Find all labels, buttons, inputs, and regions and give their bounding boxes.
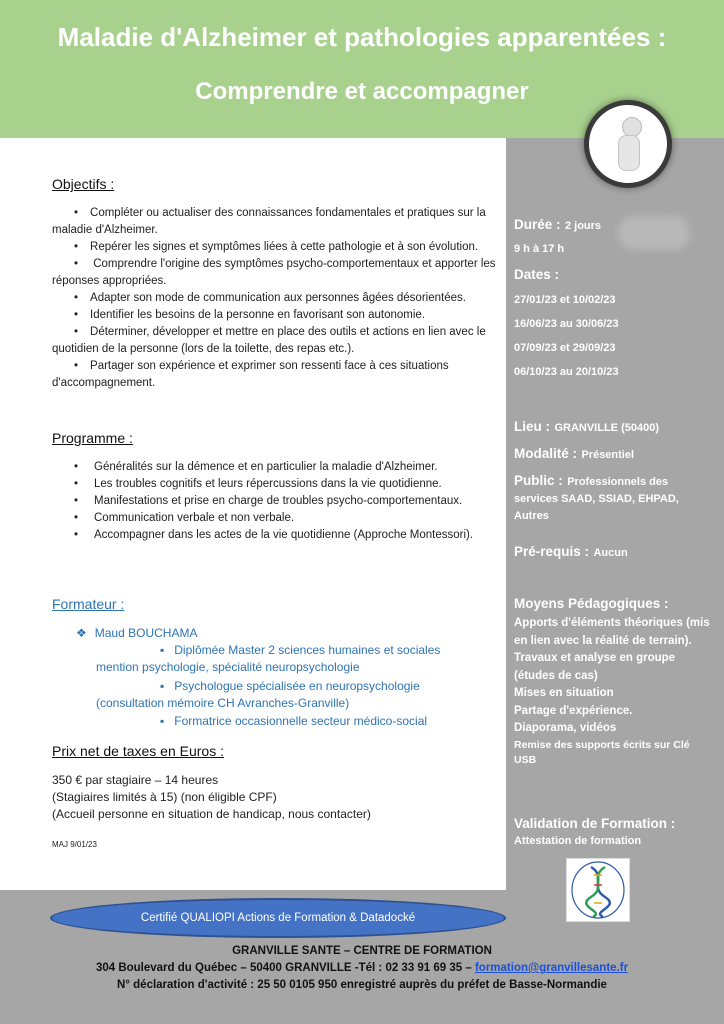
list-item: Partage d'expérience. (514, 704, 633, 717)
list-item: • Compléter ou actualiser des connaissances fondamentales et pratiques sur la maladie d'Alzheimer. (52, 205, 502, 239)
formateur-name: Maud BOUCHAMA (94, 626, 198, 640)
list-item: Remise des supports écrits sur Clé USB (514, 738, 690, 766)
lieu-row (514, 418, 714, 436)
list-item: Travaux et analyse en groupe (études de cas) (514, 652, 676, 682)
diamond-bullet-icon: ❖ (76, 626, 87, 640)
public-row (514, 473, 714, 524)
moyens-label: Moyens Pédagogiques : (514, 596, 669, 611)
list-item: • Généralités sur la démence et en particulier la maladie d'Alzheimer. (52, 459, 502, 476)
dna-logo-icon (566, 858, 630, 922)
prerequis-label: Pré-requis : (514, 544, 590, 559)
list-item: Mises en situation (514, 687, 614, 699)
list-item: • Communication verbale et non verbale. (52, 510, 502, 527)
validation-value: Attestation de formation (514, 835, 642, 847)
formateur-detail (96, 678, 486, 712)
footer-org: GRANVILLE SANTE – CENTRE DE FORMATION (232, 945, 492, 957)
qualiopi-badge: Certifié QUALIOPI Actions de Formation & Datadocké (50, 898, 506, 938)
formateur-detail-text: Psychologue spécialisée en neuropsychologie (consultation mémoire CH Avranches-Granville) (96, 679, 420, 710)
list-item: • Partager son expérience et exprimer son ressenti face à ces situations d'accompagnement. (52, 358, 502, 392)
page-subtitle: Comprendre et accompagner (195, 78, 529, 105)
prix-line: 350 € par stagiaire – 14 heures (52, 773, 219, 787)
figure-body (618, 135, 640, 171)
footer-declaration: N° déclaration d'activité : 25 50 0105 950 enregistré auprès du préfet de Basse-Normandie (117, 979, 607, 991)
dates-label: Dates : (514, 267, 560, 282)
formateur-detail (96, 642, 486, 676)
validation-label: Validation de Formation : (514, 816, 676, 831)
footer-address: 304 Boulevard du Québec – 50400 GRANVILLE -Tél : 02 33 91 69 35 – (95, 962, 475, 974)
public-value: Professionnels des services SAAD, SSIAD, EHPAD, Autres (514, 476, 679, 522)
list-item: • Manifestations et prise en charge de troubles psycho-comportementaux. (52, 493, 502, 510)
programme-list (52, 459, 502, 544)
lieu-value: GRANVILLE (50400) (554, 422, 659, 434)
square-bullet-icon: ▪ (160, 643, 165, 657)
list-item: • Repérer les signes et symptômes liées à cette pathologie et à son évolution. (52, 239, 502, 256)
horaires: 9 h à 17 h (514, 243, 565, 255)
page-title: Maladie d'Alzheimer et pathologies apparentées : (57, 22, 667, 52)
square-bullet-icon: ▪ (160, 679, 165, 693)
prix-line: (Stagiaires limités à 15) (non éligible CPF) (52, 790, 277, 804)
list-item: • Comprendre l'origine des symptômes psycho-comportementaux et apporter les réponses appropriées. (52, 256, 502, 290)
duree-value: 2 jours (564, 220, 602, 232)
date-item: 06/10/23 au 20/10/23 (514, 366, 619, 378)
objectifs-list (52, 205, 502, 392)
list-item: • Adapter son mode de communication aux personnes âgées désorientées. (52, 290, 502, 307)
modalite-value: Présentiel (581, 449, 635, 461)
footer-address-row (0, 962, 724, 974)
duree-label: Durée : (514, 217, 561, 232)
list-item: Apports d'éléments théoriques (mis en lien avec la réalité de terrain). (514, 617, 710, 647)
date-item: 07/09/23 et 29/09/23 (514, 342, 616, 354)
prix-line: (Accueil personne en situation de handicap, nous contacter) (52, 807, 371, 821)
modalite-label: Modalité : (514, 446, 577, 461)
formateur-detail (96, 713, 486, 730)
prerequis-value: Aucun (593, 547, 628, 559)
date-item: 16/06/23 au 30/06/23 (514, 318, 619, 330)
objectifs-heading: Objectifs : (52, 176, 115, 192)
prix-heading: Prix net de taxes en Euros : (52, 743, 224, 759)
figure-head (622, 117, 642, 137)
list-item: Diaporama, vidéos (514, 722, 617, 734)
programme-heading: Programme : (52, 430, 133, 446)
public-label: Public : (514, 473, 563, 488)
formateur-name-row (76, 626, 197, 640)
list-item: • Accompagner dans les actes de la vie quotidienne (Approche Montessori). (52, 527, 502, 544)
thinking-figure-icon (584, 100, 672, 188)
list-item: • Les troubles cognitifs et leurs répercussions dans la vie quotidienne. (52, 476, 502, 493)
footer-email-link[interactable]: formation@granvillesante.fr (474, 962, 629, 974)
list-item: • Déterminer, développer et mettre en place des outils et actions en lien avec le quotidien de la personne (lors de la toilette, des repas etc.). (52, 324, 502, 358)
square-bullet-icon: ▪ (160, 714, 165, 728)
formateur-detail-text: Formatrice occasionnelle secteur médico-social (174, 714, 428, 728)
list-item: • Identifier les besoins de la personne en favorisant son autonomie. (52, 307, 502, 324)
prix-details (52, 772, 502, 823)
maj-date: MAJ 9/01/23 (52, 840, 97, 849)
modalite-row (514, 445, 714, 463)
formateur-detail-text: Diplômée Master 2 sciences humaines et sociales mention psychologie, spécialité neuropsychologie (96, 643, 441, 674)
prerequis-row (514, 543, 714, 561)
formateur-heading: Formateur : (52, 596, 125, 612)
date-item: 27/01/23 et 10/02/23 (514, 294, 616, 306)
moyens-list (514, 615, 714, 768)
lieu-label: Lieu : (514, 419, 550, 434)
